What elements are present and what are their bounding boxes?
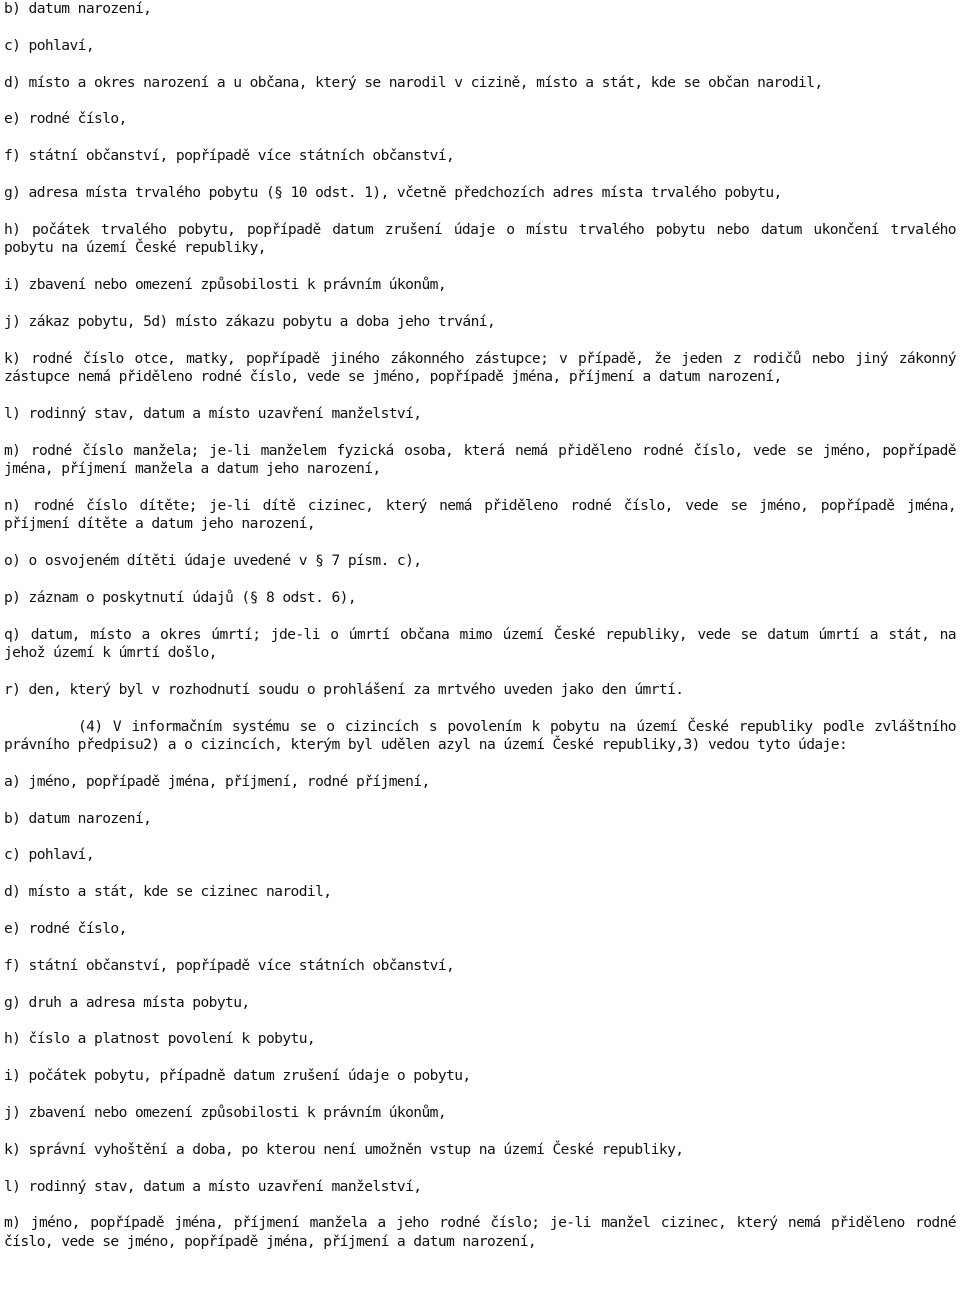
list-item: h) číslo a platnost povolení k pobytu, (4, 1030, 316, 1048)
paragraph-4: (4) V informačním systému se o cizincích s povolením k pobytu na území České republiky podle zvláštního právního předpisu2) a o cizincích, kterým byl udělen azyl na území České republiky,3) vedou tyto údaje: (4, 717, 956, 753)
section-b-list (4, 773, 956, 1251)
list-item: d) místo a okres narození a u občana, který se narodil v cizině, místo a stát, kde se občan narodil, (4, 73, 823, 91)
list-item: e) rodné číslo, (4, 919, 127, 937)
list-item: b) datum narození, (4, 0, 152, 17)
section-a-list (4, 0, 956, 699)
list-item: g) druh a adresa místa pobytu, (4, 993, 250, 1011)
list-item: i) zbavení nebo omezení způsobilosti k právním úkonům, (4, 275, 447, 293)
document-body (4, 0, 956, 1270)
list-item: f) státní občanství, popřípadě více státních občanství, (4, 956, 455, 974)
list-item: n) rodné číslo dítěte; je-li dítě cizinec, který nemá přiděleno rodné číslo, vede se jméno, popřípadě jména, příjmení dítěte a datum jeho narození, (4, 496, 956, 533)
list-item: b) datum narození, (4, 809, 152, 827)
list-item: k) správní vyhoštění a doba, po kterou není umožněn vstup na území České republiky, (4, 1140, 684, 1158)
list-item: m) rodné číslo manžela; je-li manželem fyzická osoba, která nemá přiděleno rodné číslo, vede se jméno, popřípadě jména, příjmení manžela a datum jeho narození, (4, 441, 956, 477)
list-item: d) místo a stát, kde se cizinec narodil, (4, 883, 332, 901)
list-item: h) počátek trvalého pobytu, popřípadě datum zrušení údaje o místu trvalého pobytu nebo datum ukončení trvalého pobytu na území České republiky, (4, 220, 956, 257)
list-item: j) zbavení nebo omezení způsobilosti k právním úkonům, (4, 1103, 447, 1121)
list-item: r) den, který byl v rozhodnutí soudu o prohlášení za mrtvého uveden jako den úmrtí. (4, 680, 684, 698)
list-item: a) jméno, popřípadě jména, příjmení, rodné příjmení, (4, 772, 430, 790)
list-item: i) počátek pobytu, případně datum zrušení údaje o pobytu, (4, 1067, 471, 1085)
list-item: k) rodné číslo otce, matky, popřípadě jiného zákonného zástupce; v případě, že jeden z rodičů nebo jiný zákonný zástupce nemá přiděleno rodné číslo, vede se jméno, popřípadě jména, příjmení a datum narození, (4, 349, 956, 385)
list-item: l) rodinný stav, datum a místo uzavření manželství, (4, 1177, 422, 1195)
list-item: g) adresa místa trvalého pobytu (§ 10 odst. 1), včetně předchozích adres místa trvalého pobytu, (4, 183, 782, 201)
list-item: f) státní občanství, popřípadě více státních občanství, (4, 147, 455, 165)
list-item: e) rodné číslo, (4, 110, 127, 128)
list-item: q) datum, místo a okres úmrtí; jde-li o úmrtí občana mimo území České republiky, vede se datum úmrtí a stát, na jehož území k úmrtí došlo, (4, 625, 956, 661)
list-item: j) zákaz pobytu, 5d) místo zákazu pobytu a doba jeho trvání, (4, 312, 496, 330)
list-item: p) záznam o poskytnutí údajů (§ 8 odst. 6), (4, 588, 357, 606)
list-item: c) pohlaví, (4, 36, 95, 54)
list-item: l) rodinný stav, datum a místo uzavření manželství, (4, 404, 422, 422)
list-item: o) o osvojeném dítěti údaje uvedené v § 7 písm. c), (4, 551, 422, 569)
list-item: c) pohlaví, (4, 846, 95, 864)
list-item: m) jméno, popřípadě jména, příjmení manžela a jeho rodné číslo; je-li manžel cizinec, který nemá přiděleno rodné číslo, vede se jméno, popřípadě jména, příjmení a datum narození, (4, 1214, 956, 1250)
